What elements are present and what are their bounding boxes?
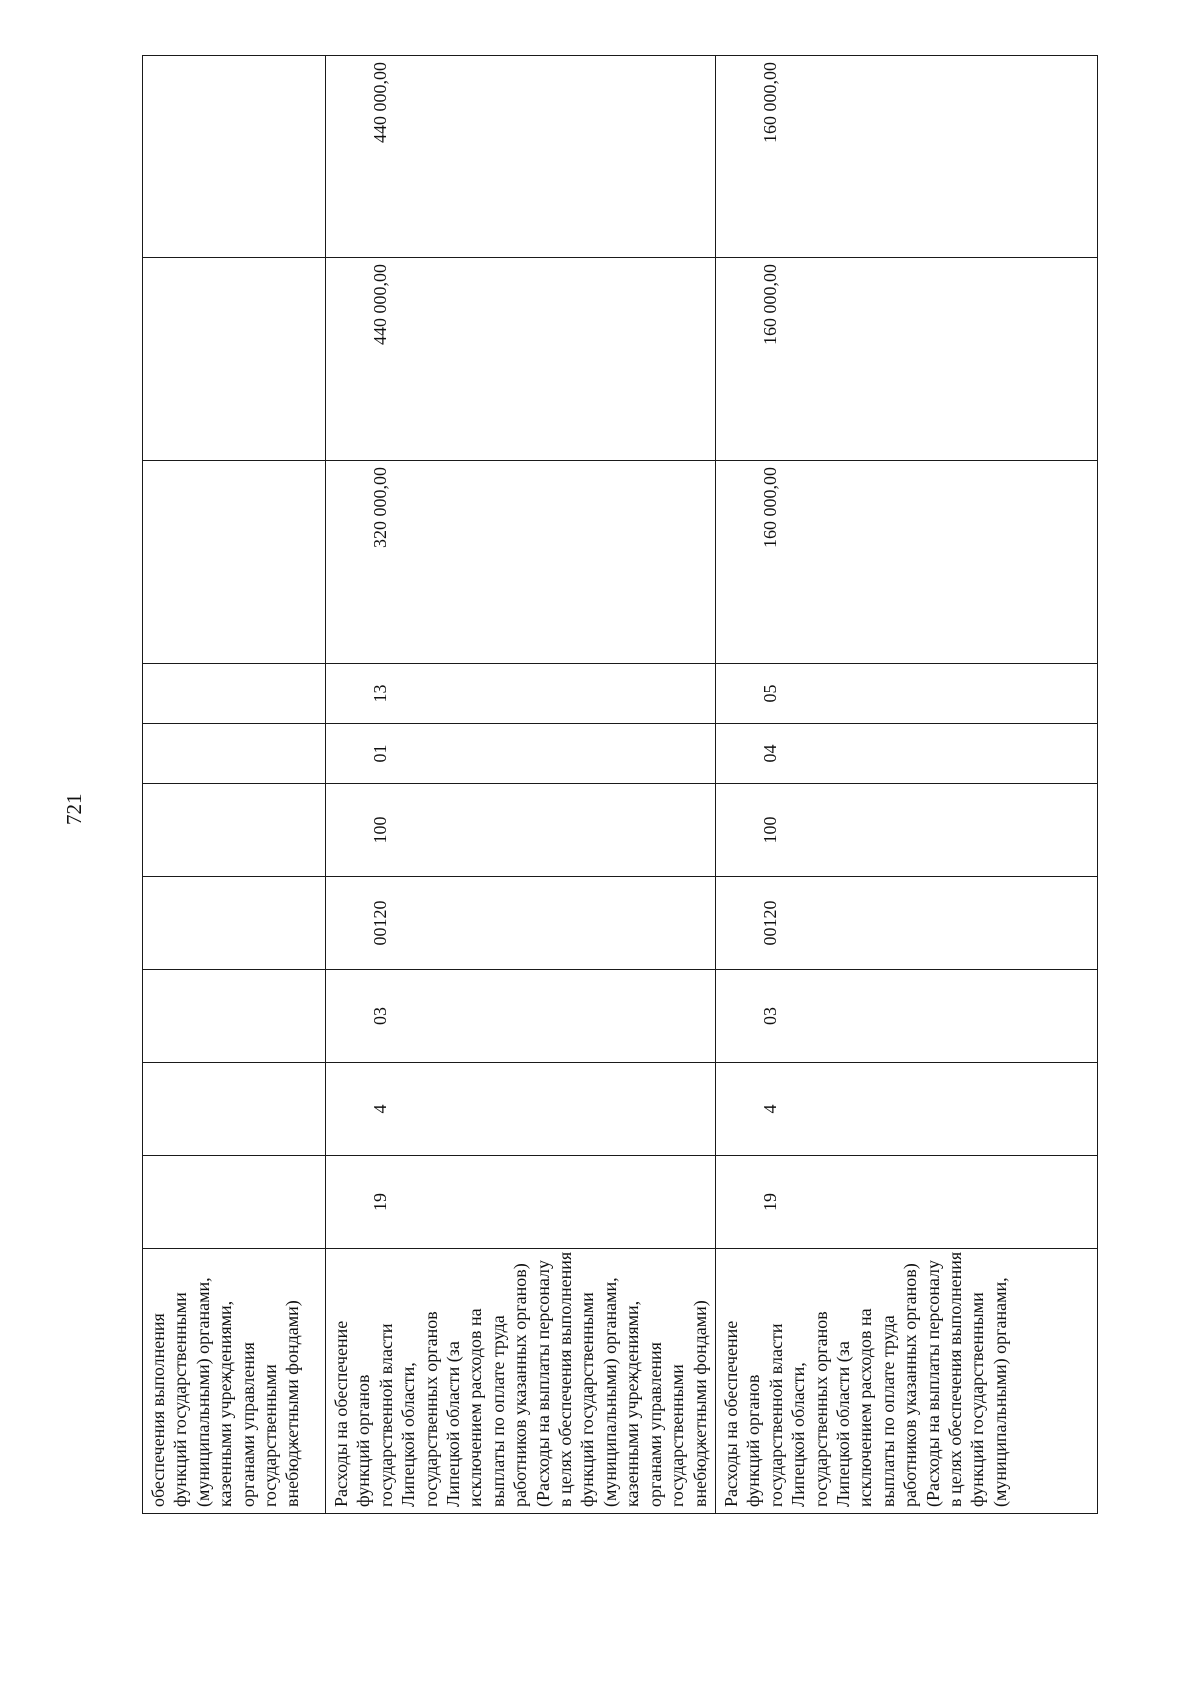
budget-table — [142, 55, 1098, 1514]
cell-amount-2: 440 000,00 — [326, 258, 716, 461]
page-number: 721 — [62, 793, 86, 825]
cell-col4: 03 — [326, 970, 716, 1063]
cell-col2: 19 — [326, 1156, 716, 1249]
table-row — [716, 56, 1098, 1514]
cell-amount-1: 320 000,00 — [326, 461, 716, 664]
table-container — [142, 56, 1097, 1514]
cell-col3: 4 — [716, 1063, 1098, 1156]
cell-col4: 03 — [716, 970, 1098, 1063]
cell-col3 — [143, 1063, 326, 1156]
cell-amount-3: 160 000,00 — [716, 56, 1098, 258]
cell-col2: 19 — [716, 1156, 1098, 1249]
cell-col6: 100 — [326, 784, 716, 877]
cell-col8: 13 — [326, 664, 716, 724]
cell-amount-3: 440 000,00 — [326, 56, 716, 258]
cell-col6 — [143, 784, 326, 877]
cell-col3: 4 — [326, 1063, 716, 1156]
cell-amount-1 — [143, 461, 326, 664]
table-row — [143, 56, 326, 1514]
cell-col7: 04 — [716, 724, 1098, 784]
cell-col8: 05 — [716, 664, 1098, 724]
table-row — [326, 56, 716, 1514]
cell-amount-3 — [143, 56, 326, 258]
cell-col7: 01 — [326, 724, 716, 784]
cell-amount-2: 160 000,00 — [716, 258, 1098, 461]
row-description: Расходы на обеспечение функций органов государственной власти Липецкой области, государственных органов Липецкой области (за исключением расходов на выплаты по оплате труда работников указанных органов) (Расходы на выплаты персоналу в целях обеспечения выполнения функций государственными (муниципальными) органами, казенными учреждениями, органами управления государственными внебюджетными фондами) — [326, 1249, 716, 1514]
cell-amount-2 — [143, 258, 326, 461]
cell-col5: 00120 — [326, 877, 716, 970]
cell-col5 — [143, 877, 326, 970]
cell-col6: 100 — [716, 784, 1098, 877]
cell-amount-1: 160 000,00 — [716, 461, 1098, 664]
cell-col8 — [143, 664, 326, 724]
cell-col4 — [143, 970, 326, 1063]
cell-col5: 00120 — [716, 877, 1098, 970]
row-description: обеспечения выполнения функций государственными (муниципальными) органами, казенными учреждениями, органами управления государственными внебюджетными фондами) — [143, 1249, 326, 1514]
cell-col7 — [143, 724, 326, 784]
cell-col2 — [143, 1156, 326, 1249]
row-description: Расходы на обеспечение функций органов государственной власти Липецкой области, государственных органов Липецкой области (за исключением расходов на выплаты по оплате труда работников указанных органов) (Расходы на выплаты персоналу в целях обеспечения выполнения функций государственными (муниципальными) органами, — [716, 1249, 1098, 1514]
